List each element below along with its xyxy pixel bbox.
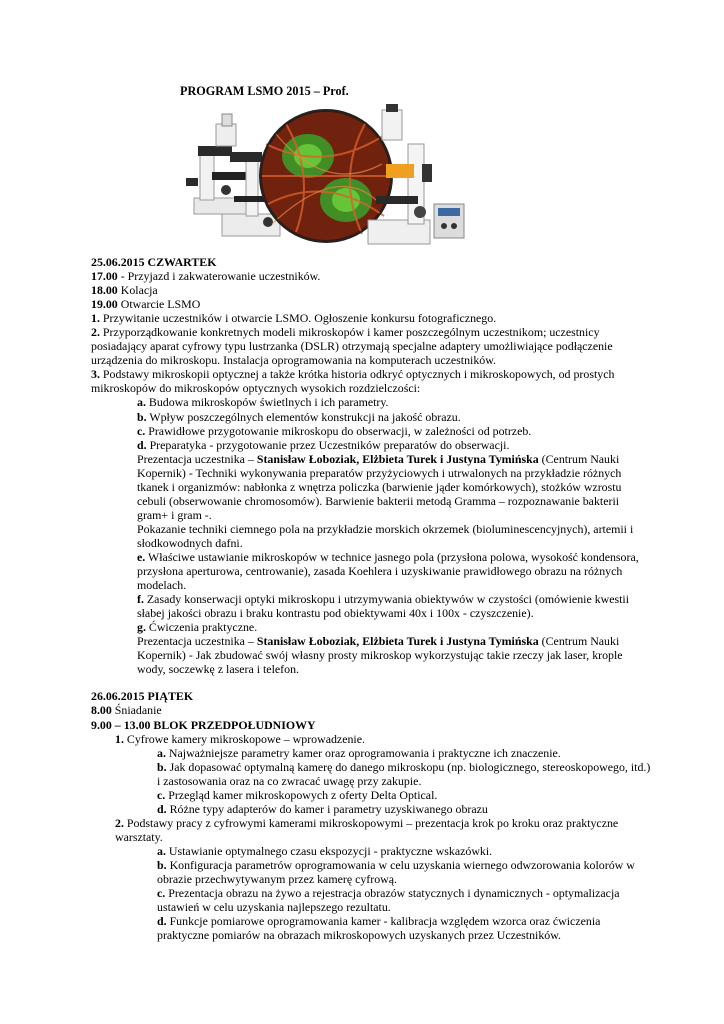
day1-sub-d: d. Preparatyka - przygotowanie przez Uczestników preparatów do obserwacji. [137,437,510,452]
day2-item-1c: c. Przegląd kamer mikroskopowych z oferty Delta Optical. [157,787,438,802]
day2-item-2b: b. Konfiguracja parametrów oprogramowania w celu uzyskania wiernego odwzorowania kolorów w obrazie przechwytywanym przez kamerę cyfrową. [157,857,635,887]
power-supply-unit [434,204,464,238]
day1-presentation-1: Prezentacja uczestnika – Stanisław Łoboziak, Elżbieta Turek i Justyna Tymińska (Centrum Nauki Kopernik) - Techniki wykonywania preparatów przyżyciowych i utrwalonych na przykładzie różnych tkanek i organizmów: nabłonka z wnętrza policzka (barwienie jąder komórkowych), stożków wzrostu cebuli (obserwowanie chromosomów). Barwienie bakterii metodą Gramma – rozpoznawanie bakterii gram+ i gram -. [137,451,622,522]
day2-item-2: 2. Podstawy pracy z cyfrowymi kamerami mikroskopowymi – prezentacja krok po kroku oraz praktyczne warsztaty. [115,815,619,844]
day2-block-heading: 9.00 – 13.00 BLOK PRZEDPOŁUDNIOWY [91,717,316,732]
day2-item-1a: a. Najważniejsze parametry kamer oraz oprogramowania i praktyczne ich znaczenie. [157,745,561,760]
day2-heading: 26.06.2015 PIĄTEK [91,689,194,704]
day1-point-2: 2. Przyporządkowanie konkretnych modeli mikroskopów i kamer poszczególnym uczestnikom; uczestnicy posiadający aparat cyfrowy typu lustrzanka (DSLR) otrzymają specjalne adaptery umożliwiające podłączenie urządzenia do mikroskopu. Instalacja oprogramowania na komputerach uczestników. [91,325,613,368]
day1-darkfield-note: Pokazanie techniki ciemnego pola na przykładzie morskich okrzemek (bioluminescencyjnych), artemii i słodkowodnych dafni. [137,521,634,550]
day1-sub-b: b. Wpływ poszczególnych elementów konstrukcji na jakość obrazu. [137,409,461,424]
day1-point-3: 3. Podstawy mikroskopii optycznej a także krótka historia odkryć optycznych i mikroskopowych, od prostych mikroskopów do mikroskopów optycznych wysokich rozdzielczości: [91,367,615,396]
day1-point-1: 1. Przywitanie uczestników i otwarcie LSMO. Ogłoszenie konkursu fotograficznego. [91,311,497,326]
day2-item-1d: d. Różne typy adapterów do kamer i parametry uzyskiwanego obrazu [157,801,488,816]
day1-sub-a: a. Budowa mikroskopów świetlnych i ich parametry. [137,395,389,410]
day1-sub-g: g. Ćwiczenia praktyczne. [137,620,258,635]
day1-schedule-arrival: 17.00 - Przyjazd i zakwaterowanie uczestników. [91,269,321,284]
day1-schedule-dinner: 18.00 Kolacja [91,283,158,298]
day2-item-2a: a. Ustawianie optymalnego czasu ekspozycji - praktyczne wskazówki. [157,843,493,858]
day1-heading: 25.06.2015 CZWARTEK [91,255,217,269]
day2-schedule-breakfast: 8.00 Śniadanie [91,703,162,718]
program-title: PROGRAM LSMO 2015 – Prof. [180,84,349,98]
day2-item-2c: c. Prezentacja obrazu na żywo a rejestracja obrazów statycznych i dynamicznych - optymalizacja ustawień w celu uzyskania najlepszego rezultatu. [157,886,620,915]
program-body [91,255,651,942]
day2-item-1b: b. Jak dopasować optymalną kamerę do danego mikroskopu (np. biologicznego, stereoskopowego, itd.) i zastosowania oraz na co zwracać uwagę przy zakupie. [157,759,651,788]
day2-item-1: 1. Cyfrowe kamery mikroskopowe – wprowadzenie. [115,731,365,746]
day1-presentation-2: Prezentacja uczestnika – Stanisław Łoboziak, Elżbieta Turek i Justyna Tymińska (Centrum Nauki Kopernik) - Jak zbudować swój własny prosty mikroskop wykorzystując takie rzeczy jak laser, krople wody, soczewkę z lasera i telefon. [137,634,623,677]
day1-sub-c: c. Prawidłowe przygotowanie mikroskopu do obserwacji, w zależności od potrzeb. [137,423,532,438]
day1-sub-f: f. Zasady konserwacji optyki mikroskopu i utrzymywania obiektywów w czystości (omówienie kwestii słabej jakości obrazu i braku kontrastu pod obiektywami 40x i 100x - czyszczenie). [137,592,630,621]
day2-item-2d: d. Funkcje pomiarowe oprogramowania kamer - kalibracja względem wzorca oraz ćwiczenia praktyczne pomiarów na obrazach mikroskopowych uzyskanych przez Uczestników. [157,914,601,943]
day1-schedule-opening: 19.00 Otwarcie LSMO [91,297,201,312]
day1-sub-e: e. Właściwe ustawianie mikroskopów w technice jasnego pola (przysłona polowa, wysokość kondensora, przysłona aperturowa, centrowanie), zasada Koehlera i uzyskiwanie prawidłowego obrazu na różnych modelach. [137,549,639,593]
microscopes-banner-image [186,104,468,248]
